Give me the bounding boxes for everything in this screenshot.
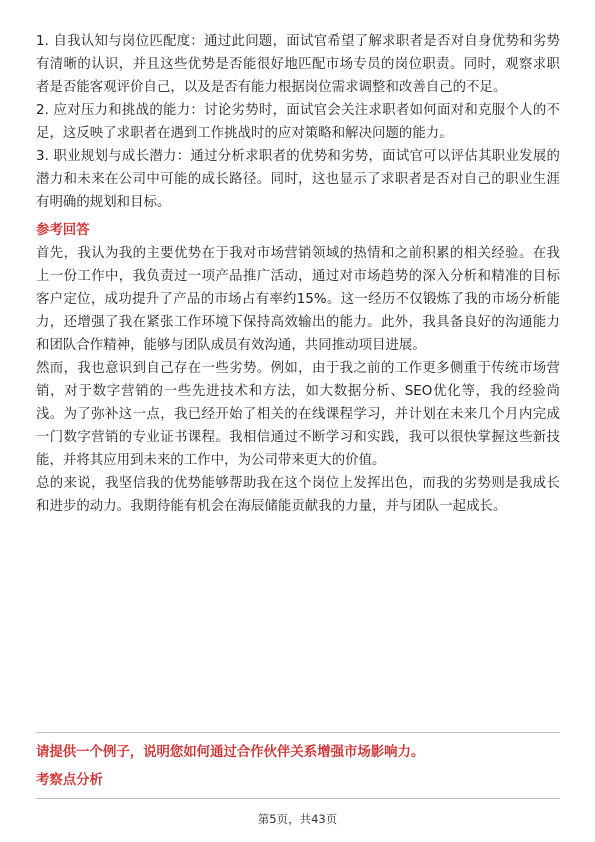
page-footer: 第5页，共43页 — [257, 812, 338, 826]
answer-paragraph-2: 然而，我也意识到自己存在一些劣势。例如，由于我之前的工作更多侧重于传统市场营销，对于数字营销的一些先进技术和方法，如大数据分析、SEO优化等，我的经验尚浅。为了弥补这一点，我已经开始了相关的在线课程学习，并计划在未来几个月内完成一门数字营销的专业证书课程。我相信通过不断学习和实践，我可以很快掌握这些新技能，并将其应用到未来的工作中，为公司带来更大的价值。 — [36, 361, 560, 468]
point-2: 2. 应对压力和挑战的能力：讨论劣势时，面试官会关注求职者如何面对和克服个人的不足，这反映了求职者在遇到工作挑战时的应对策略和解决问题的能力。 — [36, 103, 560, 141]
divider-bottom — [36, 798, 560, 799]
answer-paragraph-1: 首先，我认为我的主要优势在于我对市场营销领域的热情和之前积累的相关经验。在我上一份工作中，我负责过一项产品推广活动，通过对市场趋势的深入分析和精准的目标客户定位，成功提升了产品的市场占有率约15%。这一经历不仅锻炼了我的市场分析能力，还增强了我在紧张工作环境下保持高效输出的能力。此外，我具备良好的沟通能力和团队合作精神，能够与团队成员有效沟通，共同推动项目进展。 — [36, 246, 560, 353]
point-3: 3. 职业规划与成长潜力：通过分析求职者的优势和劣势，面试官可以评估其职业发展的潜力和未来在公司中可能的成长路径。同时，这也显示了求职者是否对自己的职业生涯有明确的规划和目标。 — [36, 149, 560, 210]
next-question: 请提供一个例子，说明您如何通过合作伙伴关系增强市场影响力。 — [36, 745, 425, 760]
analysis-title: 考察点分析 — [36, 773, 103, 788]
answer-paragraph-3: 总的来说，我坚信我的优势能够帮助我在这个岗位上发挥出色，而我的劣势则是我成长和进步的动力。我期待能有机会在海辰储能贡献我的力量，并与团队一起成长。 — [36, 476, 560, 514]
reference-answer-title: 参考回答 — [36, 223, 90, 238]
document-body — [36, 30, 560, 518]
point-1: 1. 自我认知与岗位匹配度：通过此问题，面试官希望了解求职者是否对自身优势和劣势有清晰的认识，并且这些优势是否能很好地匹配市场专员的岗位职责。同时，观察求职者是否能客观评价自己，以及是否有能力根据岗位需求调整和改善自己的不足。 — [36, 34, 560, 95]
divider-top — [36, 732, 560, 733]
